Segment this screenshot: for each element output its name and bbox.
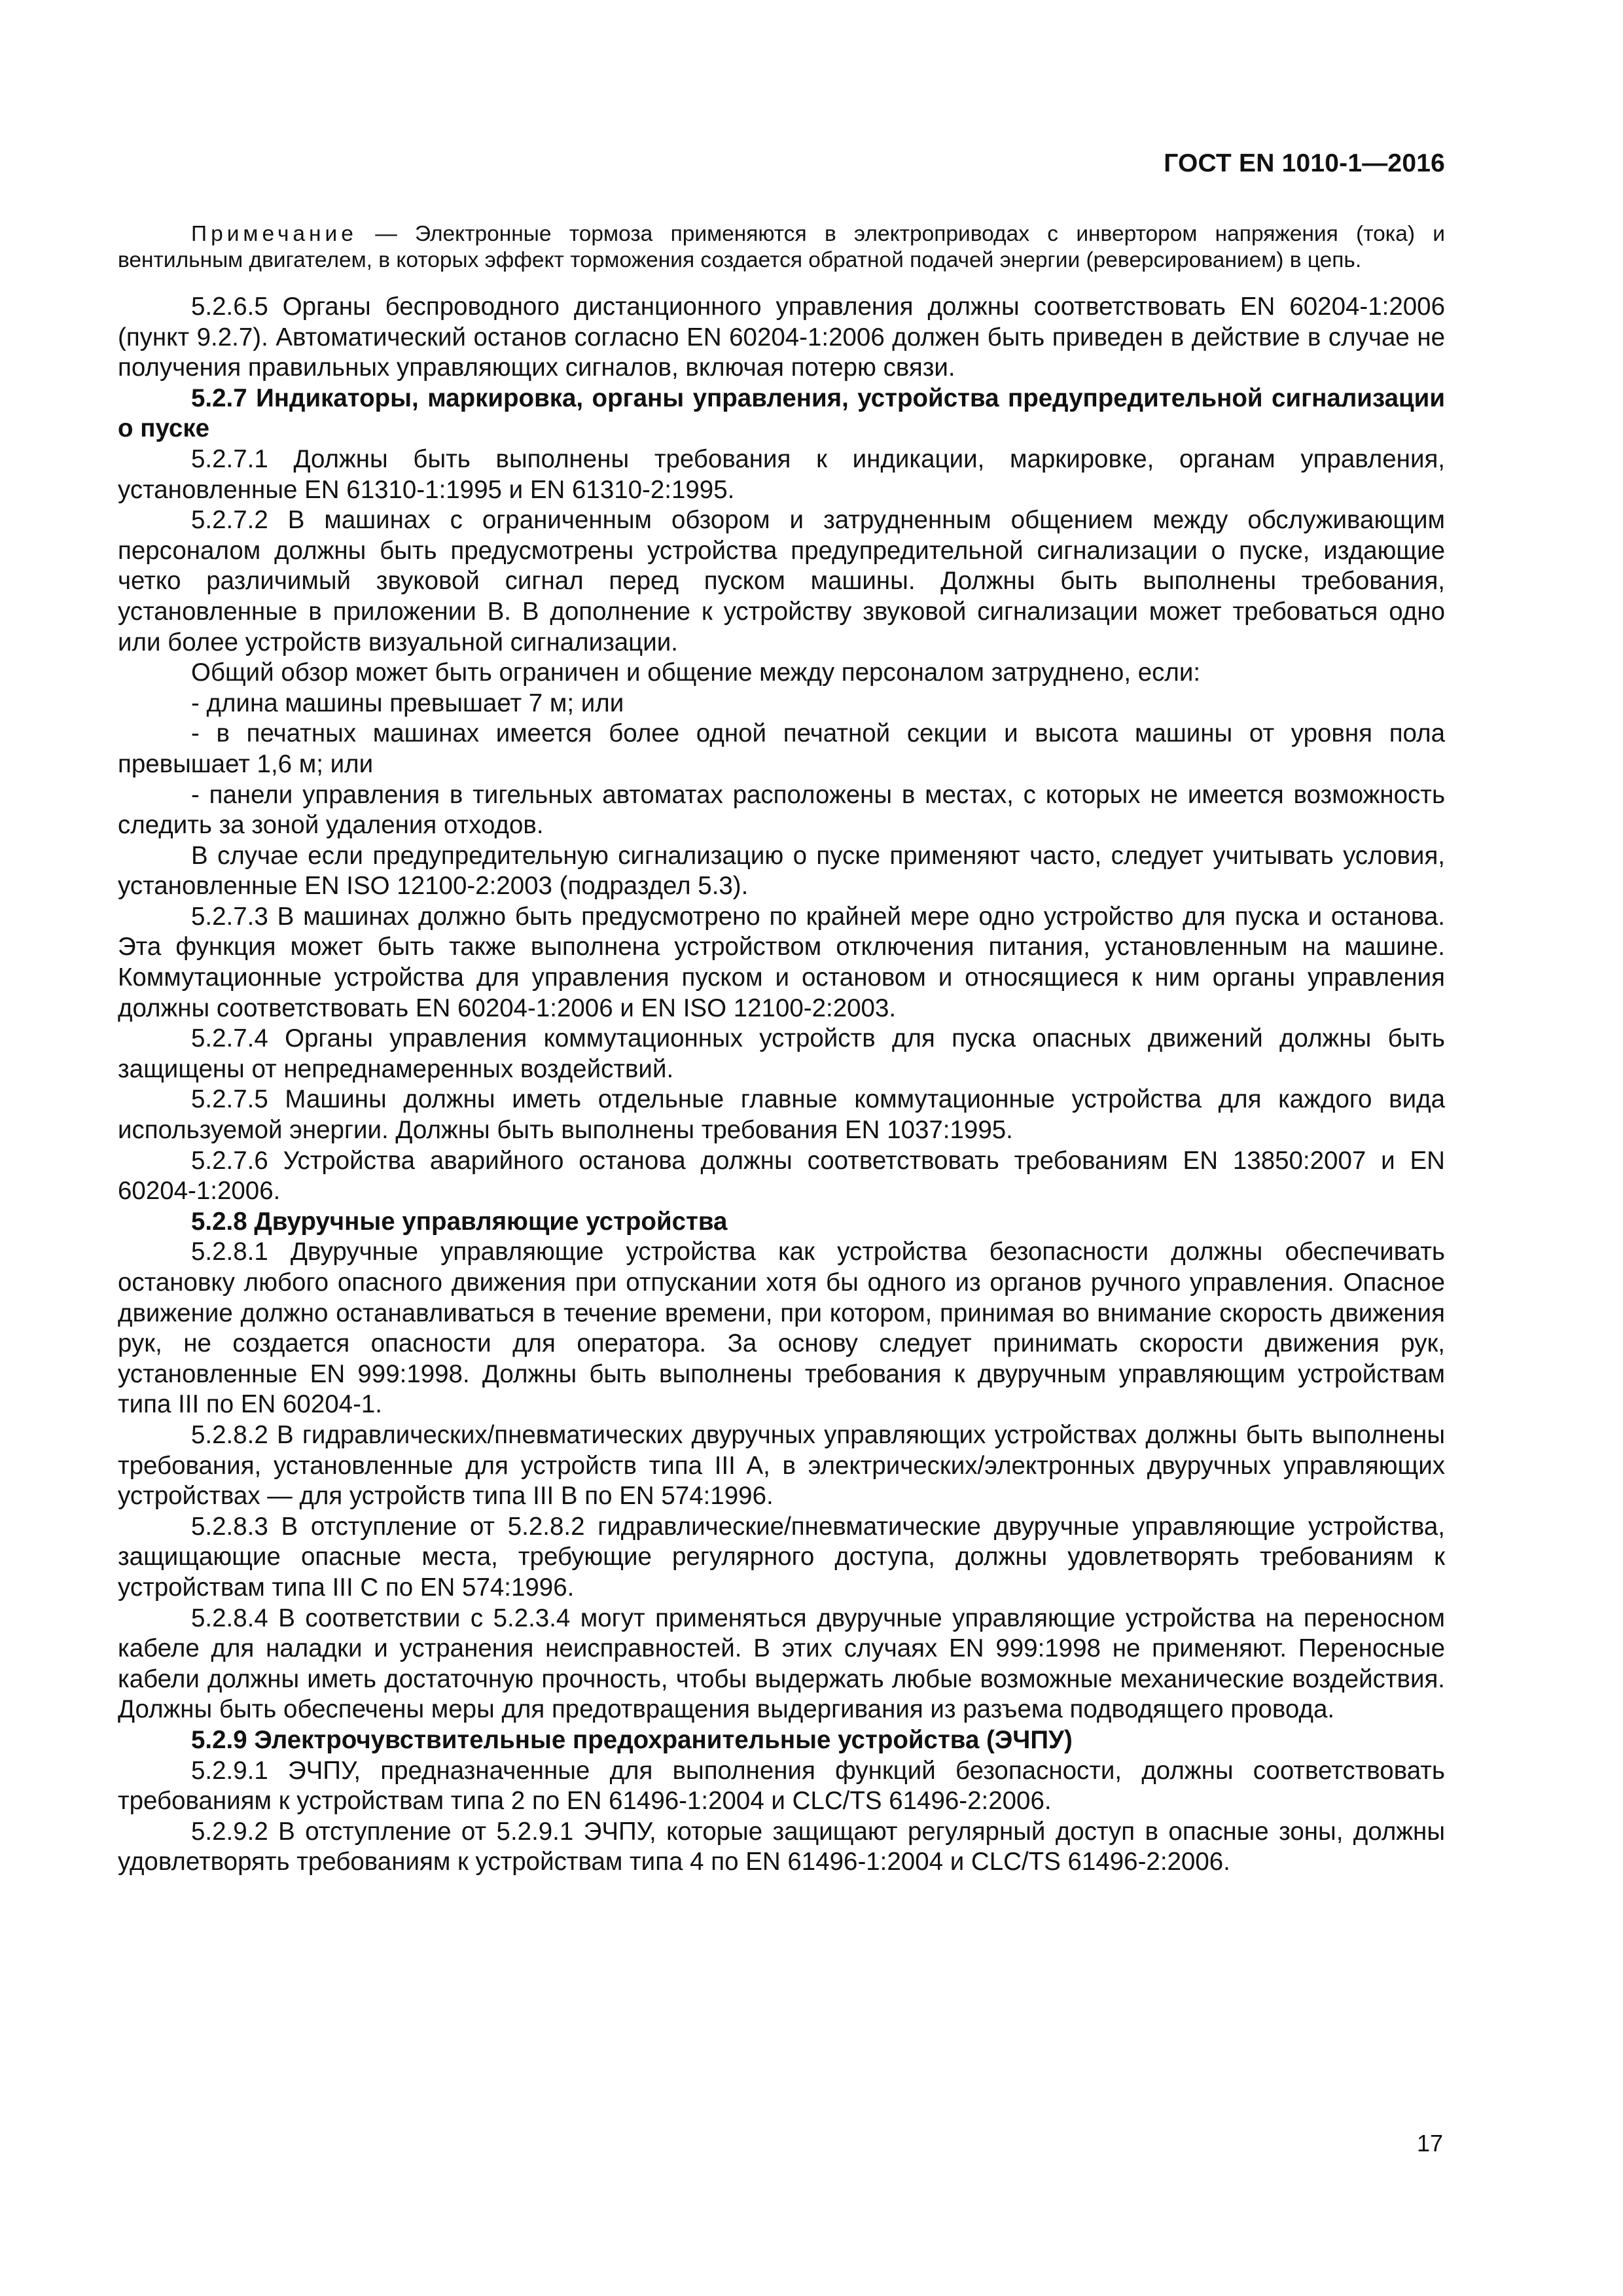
clause-5-2-7-1: 5.2.7.1 Должны быть выполнены требования к индикации, маркировке, органам управления, установленные EN 61310-1:1995 и EN 61310-2:1995. [118, 444, 1445, 504]
note-text: — Электронные тормоза применяются в электроприводах с инвертором напряжения (тока) и вентильным двигателем, в которых эффект торможения создается обратной подачей энергии (реверсированием) в цепь. [118, 222, 1445, 272]
document-body [118, 221, 1445, 1878]
list-item-machine-length: - длина машины превышает 7 м; или [191, 689, 624, 717]
clause-5-2-8-3: 5.2.8.3 В отступление от 5.2.8.2 гидравлические/пневматические двуручные управляющие устройства, защищающие опасные места, требующие регулярного доступа, должны удовлетворять требованиям к устройствам типа III C по EN 574:1996. [118, 1512, 1445, 1602]
clause-5-2-9-1: 5.2.9.1 ЭЧПУ, предназначенные для выполнения функций безопасности, должны соответствовать требованиям к устройствам типа 2 по EN 61496-1:2004 и CLC/TS 61496-2:2006. [118, 1756, 1445, 1816]
clause-5-2-7-4: 5.2.7.4 Органы управления коммутационных устройств для пуска опасных движений должны быть защищены от непреднамеренных воздействий. [118, 1024, 1445, 1083]
clause-5-2-8-2: 5.2.8.2 В гидравлических/пневматических двуручных управляющих устройствах должны быть выполнены требования, установленные для устройств типа III A, в электрических/электронных двуручных управляющих устройствах — для устройств типа III B по EN 574:1996. [118, 1420, 1445, 1511]
list-item-control-panels [118, 780, 1445, 841]
clause-5-2-6-5: 5.2.6.5 Органы беспроводного дистанционного управления должны соответствовать EN 60204-1:2006 (пункт 9.2.7). Автоматический останов согласно EN 60204-1:2006 должен быть приведен в действие в случае не получения правильных управляющих сигналов, включая потерю связи. [118, 293, 1445, 382]
standard-code-header: ГОСТ EN 1010-1—2016 [1164, 149, 1445, 177]
list-item-printing-sections-text: - в печатных машинах имеется более одной печатной секции и высота машины от уровня пола превышает 1,6 м; или [118, 719, 1445, 778]
list-item-control-panels-text: - панели управления в тигельных автоматах расположены в местах, с которых не имеется возможность следить за зоной удаления отходов. [118, 780, 1445, 840]
paragraph-overview-conditions: Общий обзор может быть ограничен и общение между персоналом затруднено, если: [191, 658, 1201, 687]
clause-5-2-7-3: 5.2.7.3 В машинах должно быть предусмотрено по крайней мере одно устройство для пуска и останова. Эта функция может быть также выполнена устройством отключения питания, установленным на машине. Коммутационные устройства для управления пуском и остановом и относящиеся к ним органы управления должны соответствовать EN 60204-1:2006 и EN ISO 12100-2:2003. [118, 902, 1445, 1022]
clause-5-2-7-5: 5.2.7.5 Машины должны иметь отдельные главные коммутационные устройства для каждого вида используемой энергии. Должны быть выполнены требования EN 1037:1995. [118, 1085, 1445, 1145]
clause-5-2-7-6: 5.2.7.6 Устройства аварийного останова должны соответствовать требованиям EN 13850:2007 и EN 60204-1:2006. [118, 1146, 1445, 1206]
paragraph-frequent-warning: В случае если предупредительную сигнализацию о пуске применяют часто, следует учитывать условия, установленные EN ISO 12100-2:2003 (подраздел 5.3). [118, 841, 1445, 901]
clause-5-2-8-1: 5.2.8.1 Двуручные управляющие устройства как устройства безопасности должны обеспечивать остановку любого опасного движения при отпускании хотя бы одного из органов ручного управления. Опасное движение должно останавливаться в течение времени, при котором, принимая во внимание скорость движения рук, не создается опасности для оператора. За основу следует принимать скорости движения рук, установленные EN 999:1998. Должны быть выполнены требования к двуручным управляющим устройствам типа III по EN 60204-1. [118, 1238, 1445, 1419]
page-number: 17 [1416, 2130, 1443, 2157]
clause-5-2-7-2: 5.2.7.2 В машинах с ограниченным обзором и затрудненным общением между обслуживающим персоналом должны быть предусмотрены устройства предупредительной сигнализации о пуске, издающие четко различимый звуковой сигнал перед пуском машины. Должны быть выполнены требования, установленные в приложении B. В дополнение к устройству звуковой сигнализации может требоваться одно или более устройств визуальной сигнализации. [118, 506, 1445, 656]
note-label: Примечание [191, 222, 357, 246]
section-heading-5-2-9: 5.2.9 Электрочувствительные предохранительные устройства (ЭЧПУ) [191, 1725, 1073, 1754]
clause-5-2-9-2: 5.2.9.2 В отступление от 5.2.9.1 ЭЧПУ, которые защищают регулярный доступ в опасные зоны, должны удовлетворять требованиям к устройствам типа 4 по EN 61496-1:2004 и CLC/TS 61496-2:2006. [118, 1817, 1445, 1876]
note-paragraph [118, 221, 1445, 274]
section-heading-5-2-7: 5.2.7 Индикаторы, маркировка, органы управления, устройства предупредительной сигнализации о пуске [118, 384, 1445, 443]
clause-5-2-8-4: 5.2.8.4 В соответствии с 5.2.3.4 могут применяться двуручные управляющие устройства на переносном кабеле для наладки и устранения неисправностей. В этих случаях EN 999:1998 не применяют. Переносные кабели должны иметь достаточную прочность, чтобы выдержать любые возможные механические воздействия. Должны быть обеспечены меры для предотвращения выдергивания из разъема подводящего провода. [118, 1604, 1445, 1724]
section-heading-5-2-8: 5.2.8 Двуручные управляющие устройства [191, 1207, 728, 1236]
list-item-printing-sections [118, 719, 1445, 780]
